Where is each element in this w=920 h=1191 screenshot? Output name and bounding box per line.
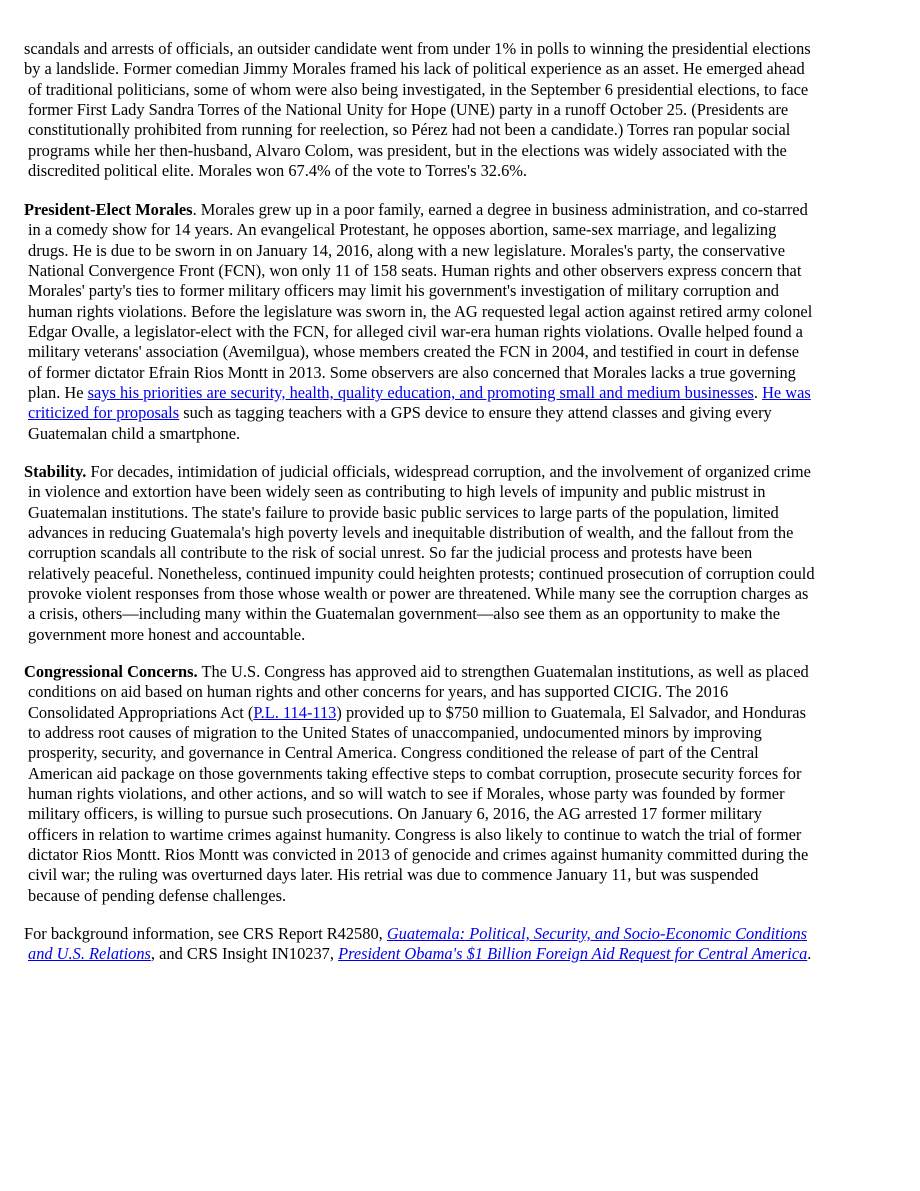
paragraph-election-runoff xyxy=(24,39,900,181)
text-line: former First Lady Sandra Torres of the National Unity for Hope (UNE) party in a runoff October 25. (Presidents are xyxy=(28,100,789,120)
text-line: to address root causes of migration to the United States of unaccompanied, undocumented minors by improving xyxy=(28,723,762,743)
text-line: military officers, is willing to pursue such prosecutions. On January 6, 2016, the AG arrested 17 former military xyxy=(28,804,762,824)
link-criticized-for-proposals[interactable]: criticized for proposals xyxy=(28,403,180,423)
text-run: For background information, see CRS Report R42580, xyxy=(24,924,387,943)
text-run: Consolidated Appropriations Act ( xyxy=(28,702,254,722)
text-line: human rights violations. Before the legislature was sworn in, the AG requested legal action against retired army colonel xyxy=(28,301,813,321)
text-line: Morales' party's ties to former military officers may limit his government's investigation of military corruption and xyxy=(28,281,779,301)
text-run: . xyxy=(753,383,763,403)
text-line: advances in reducing Guatemala's high poverty levels and inequitable distribution of wealth, and the fallout from the xyxy=(28,523,794,543)
text-line: constitutionally prohibited from running for reelection, so Pérez had not been a candidate.) Torres ran popular social xyxy=(28,120,791,140)
text-line: civil war; the ruling was overturned days later. His retrial was due to commence January 11, but was suspended xyxy=(28,865,759,885)
text-run: plan. He xyxy=(28,383,88,403)
text-line: of traditional politicians, some of whom were also being investigated, in the September 6 presidential elections, to face xyxy=(28,79,809,99)
text-line: human rights violations, and other actions, and so will watch to see if Morales, whose party was founded by former xyxy=(28,784,785,804)
text-line: in a comedy show for 14 years. An evangelical Protestant, he opposes abortion, same-sex marriage, and legalizing xyxy=(28,220,777,240)
paragraph-congressional-concerns xyxy=(24,662,900,906)
link-morales-priorities[interactable]: says his priorities are security, health, quality education, and promoting small and medium businesses xyxy=(87,383,754,403)
text-line: discredited political elite. Morales won 67.4% of the vote to Torres's 32.6%. xyxy=(28,161,528,181)
text-run: The U.S. Congress has approved aid to strengthen Guatemalan institutions, as well as placed xyxy=(197,662,809,681)
text-line: officers in relation to wartime crimes against humanity. Congress is also likely to continue to watch the trial of former xyxy=(28,824,802,844)
text-line: military veterans' association (Avemilgua), whose members created the FCN in 2004, and testified in court in defense xyxy=(28,342,799,362)
text-line: in violence and extortion have been widely seen as contributing to high levels of impunity and public mistrust in xyxy=(28,482,766,502)
paragraph-president-elect xyxy=(24,200,900,444)
text-run: such as tagging teachers with a GPS device to ensure they attend classes and giving every xyxy=(179,403,772,423)
text-line: provoke violent responses from those whose wealth or power are threatened. While many see the corruption charges as xyxy=(28,584,809,604)
link-criticized-for-proposals[interactable]: He was xyxy=(762,383,811,403)
text-line: prosperity, security, and governance in Central America. Congress conditioned the release of part of the Central xyxy=(28,743,759,763)
text-line: by a landslide. Former comedian Jimmy Morales framed his lack of political experience as an asset. He emerged ahead xyxy=(24,59,805,79)
text-line: Guatemalan child a smartphone. xyxy=(28,423,241,443)
text-line: National Convergence Front (FCN), won only 11 of 158 seats. Human rights and other observers express concern that xyxy=(28,261,802,281)
text-line: a crisis, others—including many within the Guatemalan government—also see them as an opportunity to make the xyxy=(28,604,780,624)
text-line: dictator Rios Montt. Rios Montt was convicted in 2013 of genocide and crimes against humanity committed during the xyxy=(28,845,809,865)
text-line: scandals and arrests of officials, an outsider candidate went from under 1% in polls to winning the presidential elections xyxy=(24,39,811,58)
text-line: Edgar Ovalle, a legislator-elect with the FCN, for alleged civil war-era human rights violations. Ovalle helped found a xyxy=(28,322,803,342)
paragraph-background-info xyxy=(24,924,900,965)
text-line: programs while her then-husband, Alvaro Colom, was president, but in the elections was widely associated with the xyxy=(28,140,787,160)
text-line: Guatemalan institutions. The state's failure to provide basic public services to large parts of the population, limited xyxy=(28,502,779,522)
section-heading-stability: Stability. xyxy=(24,462,87,481)
text-run: , and CRS Insight IN10237, xyxy=(150,944,339,964)
text-run: . xyxy=(807,944,812,964)
text-line: corruption scandals all contribute to the risk of social unrest. So far the judicial process and protests have been xyxy=(28,543,753,563)
text-line: because of pending defense challenges. xyxy=(28,885,287,905)
link-crs-report-r42580[interactable]: Guatemala: Political, Security, and Socio-Economic Conditions xyxy=(386,924,808,943)
text-line: American aid package on those governments taking effective steps to combat corruption, prosecute security forces for xyxy=(28,763,802,783)
text-run: . Morales grew up in a poor family, earned a degree in business administration, and co-starred xyxy=(192,200,808,219)
link-crs-insight-in10237[interactable]: President Obama's $1 Billion Foreign Aid Request for Central America xyxy=(338,944,808,964)
section-heading-president-elect: President-Elect Morales xyxy=(24,200,193,219)
text-run: ) provided up to $750 million to Guatemala, El Salvador, and Honduras xyxy=(336,702,806,722)
section-heading-congressional-concerns: Congressional Concerns. xyxy=(24,662,198,681)
link-pl-114-113[interactable]: P.L. 114-113 xyxy=(253,702,337,722)
text-line: of former dictator Efrain Rios Montt in 2013. Some observers are also concerned that Morales lacks a true governing xyxy=(28,362,796,382)
text-line: government more honest and accountable. xyxy=(28,624,306,644)
link-crs-report-r42580[interactable]: and U.S. Relations xyxy=(28,944,151,964)
text-line: drugs. He is due to be sworn in on January 14, 2016, along with a new legislature. Morales's party, the conservative xyxy=(28,240,786,260)
text-run: For decades, intimidation of judicial officials, widespread corruption, and the involvement of organized crime xyxy=(86,462,811,481)
text-line: relatively peaceful. Nonetheless, continued impunity could heighten protests; continued prosecution of corruption could xyxy=(28,563,815,583)
text-line: conditions on aid based on human rights and other concerns for years, and has supported CICIG. The 2016 xyxy=(28,682,729,702)
paragraph-stability xyxy=(24,462,900,645)
